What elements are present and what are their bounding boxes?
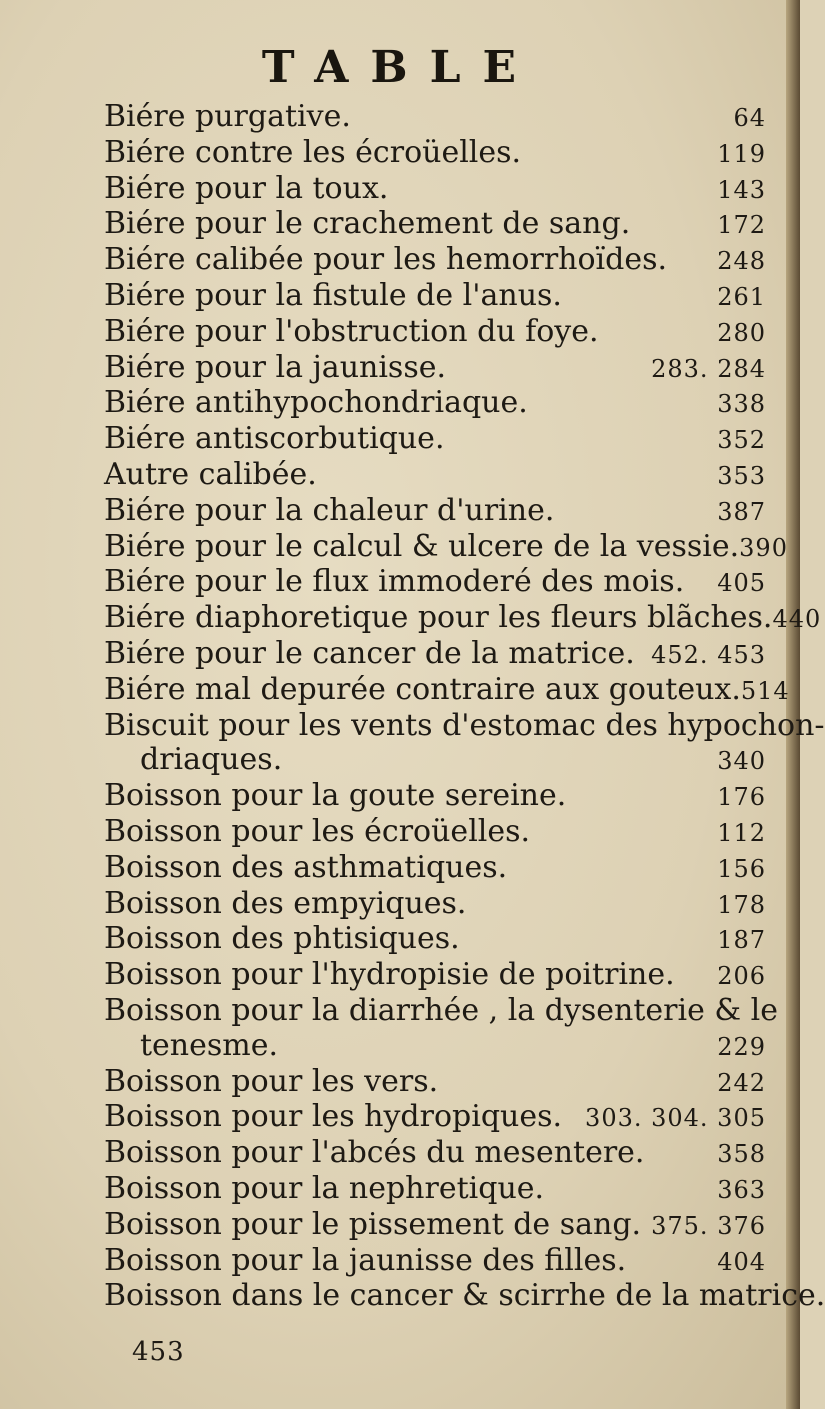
- entry-page-number: 176: [717, 783, 766, 812]
- entry-line: [104, 637, 766, 673]
- index-entry: [104, 351, 766, 387]
- entry-line: [104, 707, 825, 744]
- entry-title: Boisson pour les écroüelles.: [104, 813, 531, 849]
- entry-page-number: 340: [717, 747, 766, 776]
- entry-line: [104, 565, 766, 601]
- index-entry: [104, 1208, 766, 1244]
- catchword: 453: [132, 1337, 185, 1367]
- page-heading: TABLE: [261, 42, 539, 93]
- entry-line: [104, 279, 766, 315]
- entry-title: Boisson pour le pissement de sang.: [104, 1206, 642, 1242]
- entry-page-number: 172: [717, 211, 766, 240]
- index-entry: [104, 707, 825, 780]
- entry-title: Biére pour la chaleur d'urine.: [104, 492, 555, 528]
- entry-page-number: 143: [717, 175, 766, 204]
- index-entry: [104, 207, 766, 243]
- entry-title: Boisson dans le cancer & scirrhe de la matrice.: [104, 1278, 825, 1314]
- index-entry: [104, 779, 766, 815]
- entry-title: Biére pour le crachement de sang.: [104, 206, 631, 242]
- entry-line: [104, 1136, 766, 1172]
- entry-page-number: 112: [717, 818, 766, 847]
- index-entry: [104, 172, 766, 208]
- entry-line: [104, 207, 766, 243]
- entry-page-number: 261: [717, 282, 766, 311]
- index-entry: [104, 600, 822, 637]
- entry-line: [104, 136, 766, 172]
- entry-line: [104, 815, 766, 851]
- entry-title: Boisson pour les hydropiques.: [104, 1099, 563, 1135]
- entry-title: Biére purgative.: [104, 99, 351, 134]
- entry-page-number: 353: [717, 461, 766, 490]
- entry-title: Boisson des empyiques.: [104, 885, 467, 921]
- index-entries: [104, 99, 825, 1314]
- entry-page-number: 280: [717, 318, 766, 347]
- entry-title: Biére mal depurée contraire aux gouteux.: [104, 671, 741, 707]
- index-entry: [104, 1278, 825, 1314]
- index-entry: [104, 992, 778, 1065]
- entry-page-number: 283. 284: [651, 354, 766, 383]
- index-entry: [104, 887, 766, 923]
- entry-line: [104, 243, 766, 279]
- entry-title: Biére pour le calcul & ulcere de la vessie.: [104, 528, 740, 564]
- index-entry: [104, 136, 766, 172]
- entry-page-number: 452. 453: [651, 640, 766, 669]
- entry-title: Biére diaphoretique pour les fleurs blãches.: [104, 600, 773, 636]
- entry-page-number: 514: [740, 676, 790, 705]
- entry-page-number: 363: [717, 1175, 766, 1204]
- entry-line: [104, 958, 766, 994]
- entry-title: Biére pour la toux.: [104, 170, 389, 206]
- entry-line: [104, 100, 766, 136]
- entry-title: Boisson pour la jaunisse des filles.: [104, 1242, 627, 1278]
- entry-line: [104, 351, 766, 387]
- entry-page-number: 206: [717, 962, 766, 991]
- index-entry: [104, 1065, 766, 1101]
- entry-page-number: 248: [717, 247, 766, 276]
- entry-page-number: 352: [717, 426, 766, 455]
- entry-line: [104, 1208, 766, 1244]
- entry-line: [104, 494, 766, 530]
- entry-title: Biére calibée pour les hemorrhoïdes.: [104, 242, 668, 278]
- entry-title-continuation: driaques.: [140, 742, 283, 778]
- index-entry: [104, 815, 766, 851]
- entry-page-number: 405: [717, 569, 766, 598]
- entry-title: Biére pour l'obstruction du foye.: [104, 313, 599, 349]
- entry-line: [104, 528, 788, 566]
- entry-page-number: 387: [717, 497, 766, 526]
- index-entry: [104, 1244, 766, 1280]
- entry-title-continuation: tenesme.: [140, 1027, 279, 1063]
- entry-page-number: 242: [717, 1068, 766, 1097]
- entry-page-number: 358: [717, 1140, 766, 1169]
- entry-page-number: 390: [739, 533, 788, 562]
- entry-page-number: 119: [717, 139, 766, 168]
- entry-title: Biére pour la jaunisse.: [104, 349, 447, 385]
- entry-line: [104, 1172, 766, 1208]
- entry-title: Biére pour le cancer de la matrice.: [104, 635, 635, 671]
- entry-line: [104, 992, 778, 1029]
- entry-line: [104, 458, 766, 494]
- entry-title: Boisson des phtisiques.: [104, 921, 460, 957]
- entry-title: Biére pour le flux immoderé des mois.: [104, 564, 685, 600]
- index-entry: [104, 922, 766, 958]
- index-entry: [104, 315, 766, 351]
- entry-line: [104, 315, 766, 351]
- entry-page-number: 375. 376: [651, 1211, 766, 1240]
- index-entry: [104, 279, 766, 315]
- index-entry: [104, 637, 766, 673]
- entry-title: Boisson pour les vers.: [104, 1063, 439, 1099]
- entry-line: [104, 1100, 766, 1136]
- index-entry: [104, 386, 766, 422]
- index-entry: [104, 528, 788, 566]
- entry-continuation-line: [104, 743, 766, 779]
- index-entry: [104, 1172, 766, 1208]
- entry-page-number: 404: [717, 1247, 766, 1276]
- entry-page-number: 156: [717, 854, 766, 883]
- entry-continuation-line: [104, 1029, 766, 1065]
- entry-line: [104, 922, 766, 958]
- index-entry: [104, 422, 766, 458]
- entry-page-number: 187: [717, 926, 766, 955]
- entry-page-number: 440: [772, 605, 822, 634]
- index-entry: [104, 458, 766, 494]
- index-entry: [104, 671, 790, 709]
- entry-title: Boisson pour la goute sereine.: [104, 778, 567, 814]
- entry-page-number: 64: [733, 104, 766, 132]
- entry-title: Boisson pour l'hydropisie de poitrine.: [104, 957, 675, 993]
- entry-line: [104, 887, 766, 923]
- entry-line: [104, 671, 790, 709]
- entry-title: Biére pour la fistule de l'anus.: [104, 277, 562, 313]
- entry-title: Biscuit pour les vents d'estomac des hypochon-: [104, 707, 825, 743]
- entry-line: [104, 1278, 825, 1314]
- entry-title: Boisson pour la nephretique.: [104, 1170, 545, 1206]
- entry-title: Biére antiscorbutique.: [104, 421, 445, 457]
- entry-page-number: 338: [717, 390, 766, 419]
- entry-title: Autre calibée.: [104, 456, 317, 492]
- entry-line: [104, 1244, 766, 1280]
- index-entry: [104, 851, 766, 887]
- entry-line: [104, 386, 766, 422]
- entry-title: Boisson des asthmatiques.: [104, 849, 508, 885]
- entry-title: Biére contre les écroüelles.: [104, 134, 522, 170]
- entry-line: [104, 600, 822, 637]
- index-entry: [104, 243, 766, 279]
- index-entry: [104, 1100, 766, 1136]
- entry-line: [104, 172, 766, 208]
- entry-page-number: 229: [717, 1032, 766, 1061]
- index-entry: [104, 958, 766, 994]
- entry-title: Boisson pour la diarrhée , la dysenterie & le: [104, 992, 778, 1028]
- index-entry: [104, 494, 766, 530]
- entry-line: [104, 851, 766, 887]
- entry-title: Biére antihypochondriaque.: [104, 385, 528, 421]
- index-entry: [104, 565, 766, 601]
- entry-page-number: 178: [717, 890, 766, 919]
- entry-line: [104, 779, 766, 815]
- index-entry: [104, 1136, 766, 1172]
- index-entry: [104, 100, 766, 136]
- entry-line: [104, 1065, 766, 1101]
- entry-page-number: 303. 304. 305: [585, 1104, 766, 1133]
- entry-line: [104, 422, 766, 458]
- entry-title: Boisson pour l'abcés du mesentere.: [104, 1135, 645, 1171]
